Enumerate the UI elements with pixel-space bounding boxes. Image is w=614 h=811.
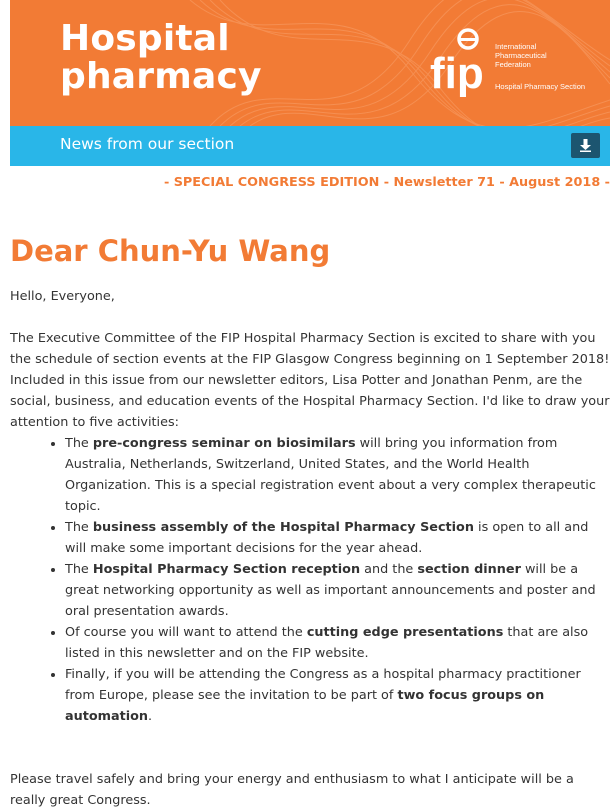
newsletter-title: Hospital pharmacy — [60, 18, 262, 97]
section-nav-bar — [10, 126, 610, 166]
download-button[interactable] — [571, 133, 600, 158]
download-arrow-icon — [579, 139, 592, 152]
svg-text:fip: fip — [430, 49, 484, 98]
fip-section-label: Hospital Pharmacy Section — [495, 82, 586, 91]
fip-organization-name: International Pharmaceutical Federation — [495, 42, 547, 69]
hello-text: Hello, Everyone, — [10, 289, 115, 304]
edition-label: - SPECIAL CONGRESS EDITION - Newsletter 71 - August 2018 - — [163, 175, 610, 190]
list-item: • Of course you will want to attend the cutting edge presentations that are also listed in this newsletter and on the FIP website. — [65, 622, 610, 664]
greeting-heading: Dear Chun-Yu Wang — [10, 234, 331, 268]
newsletter-body — [10, 286, 610, 811]
list-item: • The Hospital Pharmacy Section reception and the section dinner will be a great networking opportunity as well as important announcements and poster and oral presentation awards. — [65, 559, 610, 622]
intro-paragraph: The Executive Committee of the FIP Hospital Pharmacy Section is excited to share with you the schedule of section events at the FIP Glasgow Congress beginning on 1 September 2018! Included in this issue from our newsletter editors, Lisa Potter and Jonathan Penm, are the social, business, and education events of the Hospital Pharmacy Section. I'd like to draw your attention to five activities: — [10, 331, 610, 430]
list-item: • The business assembly of the Hospital Pharmacy Section is open to all and will make some important decisions for the year ahead. — [65, 517, 610, 559]
list-item: • The pre-congress seminar on biosimilars will bring you information from Australia, Netherlands, Switzerland, United States, and the World Health Organization. This is a special registration event about a very complex therapeutic topic. — [65, 433, 610, 517]
closing-paragraph: Please travel safely and bring your energy and enthusiasm to what I anticipate will be a really great Congress. — [10, 772, 574, 808]
activities-list — [10, 433, 610, 727]
nav-bar-text: News from our section — [60, 135, 235, 153]
newsletter-header — [10, 0, 610, 126]
list-item: • Finally, if you will be attending the Congress as a hospital pharmacy practitioner from Europe, please see the invitation to be part of two focus groups on automation. — [65, 664, 610, 727]
